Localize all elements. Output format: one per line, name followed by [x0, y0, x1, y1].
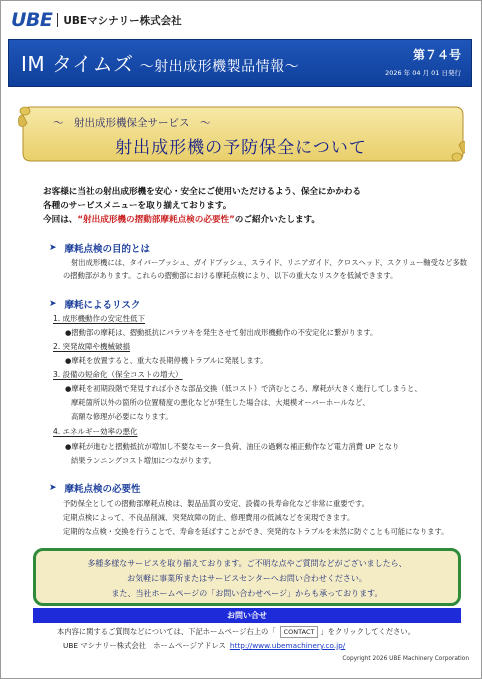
logo-divider — [57, 13, 58, 27]
company-url-label: UBE マシナリー株式会社 ホームページアドレス — [63, 641, 226, 650]
risk-item-1-title: 1. 成形機動作の安定性低下 — [53, 314, 146, 323]
banner-subtitle: ～ 射出成形機保全サービス ～ — [53, 117, 211, 129]
copyright-notice: Copyright 2026 UBE Machinery Corporation — [342, 656, 469, 662]
title-band — [8, 39, 472, 87]
inquiry-text-suffix: 」をクリックしてください。 — [320, 627, 416, 636]
contact-button[interactable] — [280, 626, 319, 638]
issue-number: 第７４号 — [412, 48, 461, 62]
intro-line-2: 各種のサービスメニューを取り揃えております。 — [43, 201, 232, 211]
risk-item-4-title: 4. エネルギー効率の悪化 — [53, 427, 138, 436]
section-purpose-line-1: 射出成形機には、タイバーブッシュ、ガイドブッシュ、スライド、リニアガイド、クロスヘッド、スクリュー軸受など多数 — [71, 258, 468, 267]
risk-item-3-line-1: ●摩耗を初期段階で発見すれば小さな部品交換（低コスト）で済むところ、摩耗が大きく進行してしまうと、 — [65, 384, 422, 393]
risk-item-2-line-1: ●摩耗を放置すると、重大な長期停機トラブルに発展します。 — [65, 356, 268, 365]
section-necessity-line-3: 定期的な点検・交換を行うことで、寿命を延ばすことができ、突発的なトラブルを未然に防ぐことも可能になります。 — [63, 527, 449, 536]
brand-header — [11, 9, 182, 31]
section-necessity-line-2: 定期点検によって、不良品削減、突発故障の防止、修理費用の低減などを実現できます。 — [63, 513, 355, 522]
newsletter-title — [21, 48, 299, 77]
section-risk-heading — [49, 297, 140, 311]
company-name: UBEマシナリー株式会社 — [63, 14, 182, 27]
inquiry-bar: お問い合せ — [33, 608, 461, 623]
section-risk-title: 摩耗によるリスク — [64, 300, 141, 311]
arrow-right-icon: ➤ — [49, 483, 57, 493]
risk-item-4-line-2: 結果ランニングコスト増加につながります。 — [71, 456, 216, 465]
risk-item-2-title: 2. 突発故障や機械破損 — [53, 342, 131, 351]
intro-suffix: のご紹介いたします。 — [234, 215, 321, 225]
section-purpose-line-2: の摺動部があります。これらの摺動部における摩耗点検により、以下の重大なリスクを低減できます。 — [63, 271, 398, 280]
ube-logo: UBE — [11, 9, 53, 31]
section-necessity-title: 摩耗点検の必要性 — [64, 484, 141, 495]
issue-date: 2026 年 04 月 01 日発行 — [385, 69, 461, 77]
intro-highlight: “射出成形機の摺動部摩耗点検の必要性” — [77, 215, 235, 225]
inquiry-instructions — [57, 626, 415, 638]
section-necessity-line-1: 予防保全としての摺動部摩耗点検は、製品品質の安定、設備の長寿命化など非常に重要です。 — [63, 499, 369, 508]
arrow-right-icon: ➤ — [49, 299, 57, 309]
risk-item-3-line-3: 高額な修理が必要になります。 — [71, 412, 173, 421]
notice-line-1: 多種多様なサービスを取り揃えております。ご不明な点やご質問などがございましたら、 — [87, 559, 407, 568]
homepage-link[interactable]: http://www.ubemachinery.co.jp/ — [229, 641, 346, 650]
arrow-right-icon: ➤ — [49, 243, 57, 253]
notice-line-2: お気軽に事業所またはサービスセンターへお問い合わせください。 — [127, 574, 367, 583]
banner-title: 射出成形機の予防保全について — [115, 138, 367, 158]
company-url-line — [63, 641, 345, 651]
section-necessity-heading — [49, 481, 141, 495]
newsletter-subtitle: ～射出成形機製品情報～ — [139, 59, 300, 75]
contact-label: CONTACT — [283, 628, 315, 636]
notice-line-3: また、当社ホームページの「お問い合わせページ」からも承っております。 — [111, 589, 383, 598]
intro-prefix: 今回は、 — [43, 215, 78, 225]
intro-paragraph — [43, 185, 361, 227]
risk-item-1-line-1: ●摺動部の摩耗は、摺動抵抗にバラツキを発生させて射出成形機動作の不安定化に繋がります。 — [65, 328, 378, 337]
scroll-banner — [17, 103, 465, 165]
intro-line-3 — [43, 213, 361, 227]
risk-item-4-line-1: ●摩耗が進むと摺動抵抗が増加し不要なモーター負荷、油圧の過剰な補正動作など電力消費 UP となり — [65, 442, 400, 451]
newsletter-title-main: IM タイムズ — [21, 52, 134, 76]
inquiry-text-prefix: 本内容に関するご質問などについては、下記ホームページ右上の「 — [57, 627, 276, 636]
risk-item-3-line-2: 摩耗箇所以外の箇所の位置精度の悪化などが発生した場合は、大規模オーバーホールなど、 — [71, 398, 370, 407]
section-purpose-heading — [49, 241, 150, 255]
risk-item-3-title: 3. 設備の短命化（保全コストの増大） — [53, 370, 183, 379]
notice-box — [33, 548, 461, 606]
section-purpose-title: 摩耗点検の目的とは — [64, 244, 151, 255]
intro-line-1: お客様に当社の射出成形機を安心・安全にご使用いただけるよう、保全にかかわる — [43, 187, 361, 197]
